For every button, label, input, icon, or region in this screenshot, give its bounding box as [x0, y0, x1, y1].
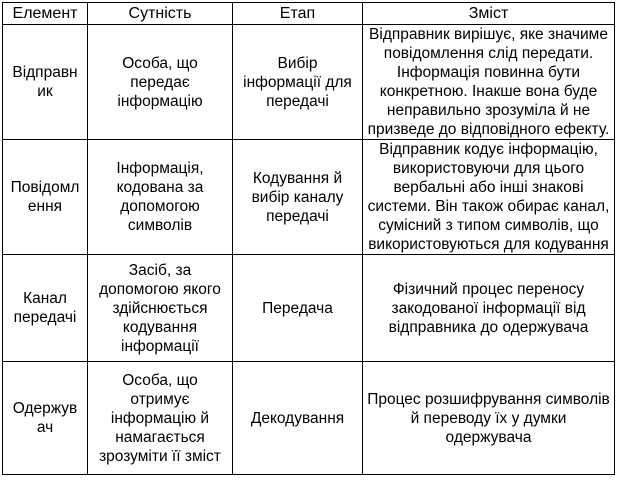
- essence-cell: [88, 25, 233, 140]
- table-row-receiver: [3, 362, 615, 475]
- element-line: Одержув: [12, 400, 78, 417]
- element-cell: [3, 140, 88, 255]
- essence-text: Інформація, кодована за допомогою символів: [116, 160, 204, 234]
- stage-text: Декодування: [250, 409, 345, 427]
- essence-cell: [88, 255, 233, 362]
- element-line: ач: [36, 419, 54, 436]
- content-cell: [363, 25, 615, 140]
- element-line: Канал: [23, 290, 67, 307]
- stage-cell: [233, 362, 363, 475]
- content-cell: [363, 140, 615, 255]
- essence-text: Засіб, за допомогою якого здійснюється кодування інформації: [99, 261, 221, 355]
- content-cell: [363, 362, 615, 475]
- element-cell: [3, 25, 88, 140]
- stage-cell: [233, 25, 363, 140]
- stage-text: Передача: [262, 299, 333, 317]
- essence-cell: [88, 140, 233, 255]
- table-row-message: [3, 140, 615, 255]
- element-line: ик: [37, 83, 53, 100]
- content-text: Відправник вирішує, яке значиме повідомлення слід передати. Інформація повинна бути конкретною. Інакше вона буде неправильно зрозуміла й не призведе до відповідного ефекту.: [367, 26, 610, 138]
- element-cell: [3, 255, 88, 362]
- element-line: Повідомл: [10, 179, 80, 196]
- essence-cell: [88, 362, 233, 475]
- stage-cell: [233, 255, 363, 362]
- element-cell: [3, 362, 88, 475]
- header-content: Зміст: [363, 3, 615, 25]
- stage-text: Кодування й вибір каналу передачі: [251, 169, 344, 225]
- content-text: Фізичний процес переносу закодованої інформації від відправника до одержувача: [388, 280, 589, 336]
- essence-text: Особа, що передає інформацію: [117, 54, 203, 110]
- element-line: передачі: [13, 309, 77, 326]
- stage-text: Вибір інформації для передачі: [243, 54, 352, 110]
- communication-process-table: [2, 2, 615, 475]
- content-cell: [363, 255, 615, 362]
- stage-cell: [233, 140, 363, 255]
- header-stage: Етап: [233, 3, 363, 25]
- content-text: Процес розшифрування символів й переводу їх у думки одержувача: [367, 390, 610, 446]
- header-row: [3, 3, 615, 25]
- element-line: ення: [27, 198, 63, 215]
- content-text: Відправник кодує інформацію, використовуючи для цього вербальні або інші знакові системи. Він також обирає канал, сумісний з типом символів, що використовуються для кодування: [367, 141, 610, 253]
- element-line: Відправн: [12, 64, 78, 81]
- header-essence: Сутність: [88, 3, 233, 25]
- essence-text: Особа, що отримує інформацію й намагається зрозуміти її зміст: [99, 371, 221, 465]
- header-element: Елемент: [3, 3, 88, 25]
- table-row-sender: [3, 25, 615, 140]
- table-row-channel: [3, 255, 615, 362]
